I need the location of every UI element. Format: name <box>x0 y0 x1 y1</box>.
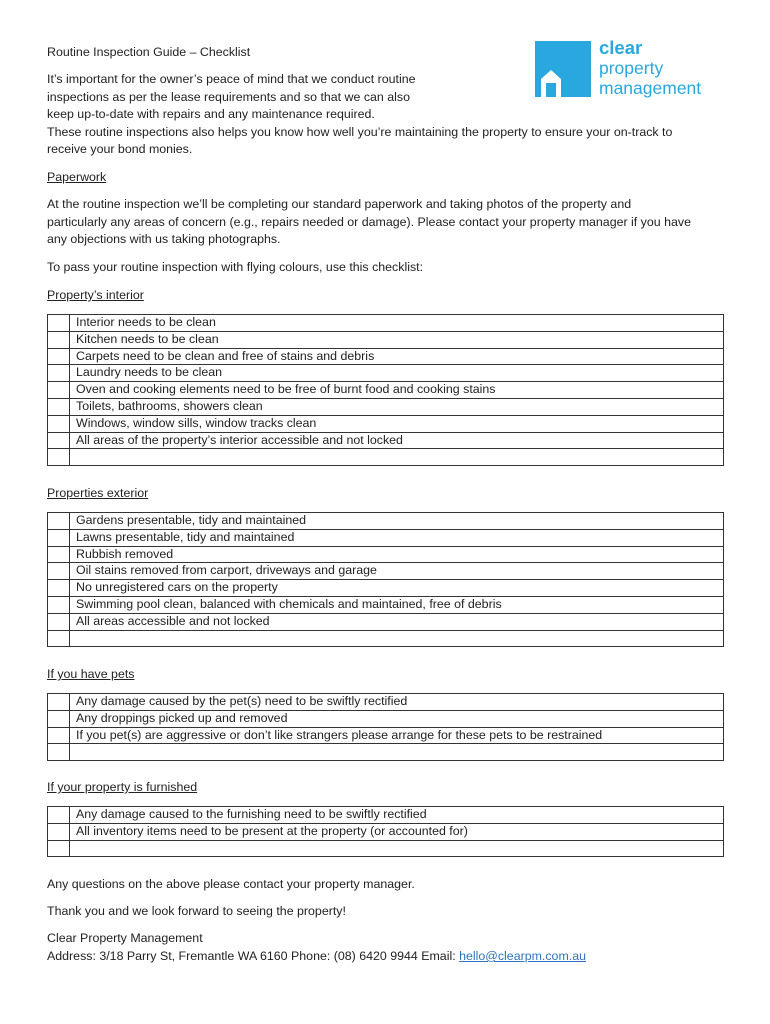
logo-line-property: property <box>599 58 664 78</box>
checklist-row <box>48 823 724 840</box>
logo-line-clear: clear <box>599 37 643 58</box>
checkbox-cell[interactable] <box>48 744 70 761</box>
checklist-row <box>48 432 724 449</box>
checklist-item-text <box>70 744 724 761</box>
checkbox-cell[interactable] <box>48 807 70 824</box>
checklist-row <box>48 694 724 711</box>
exterior-heading: Properties exterior <box>47 486 149 500</box>
checklist-row <box>48 415 724 432</box>
thanks-text: Thank you and we look forward to seeing the property! <box>47 904 346 918</box>
paperwork-line: particularly any areas of concern (e.g., repairs needed or damage). Please contact your property manager if you have <box>47 214 691 229</box>
checklist-item-text: If you pet(s) are aggressive or don’t like strangers please arrange for these pets to be restrained <box>70 727 724 744</box>
checklist-item-text: Any damage caused by the pet(s) need to be swiftly rectified <box>70 694 724 711</box>
intro-line: It’s important for the owner’s peace of mind that we conduct routine <box>47 72 416 86</box>
checklist-item-text <box>70 840 724 857</box>
checklist-item-text: Toilets, bathrooms, showers clean <box>70 398 724 415</box>
checklist-item-text: Gardens presentable, tidy and maintained <box>70 513 724 530</box>
questions-text: Any questions on the above please contact your property manager. <box>47 877 415 891</box>
checkbox-cell[interactable] <box>48 432 70 449</box>
checkbox-cell[interactable] <box>48 365 70 382</box>
checkbox-cell[interactable] <box>48 449 70 466</box>
checklist-row <box>48 580 724 597</box>
checklist-row <box>48 398 724 415</box>
checklist-row <box>48 563 724 580</box>
checkbox-cell[interactable] <box>48 580 70 597</box>
pets-heading: If you have pets <box>47 667 135 681</box>
checkbox-cell[interactable] <box>48 415 70 432</box>
checklist-row <box>48 613 724 630</box>
furnished-heading: If your property is furnished <box>47 780 198 794</box>
checkbox-cell[interactable] <box>48 596 70 613</box>
checklist-item-text <box>70 630 724 647</box>
company-name: Clear Property Management <box>47 931 203 945</box>
checklist-row <box>48 331 724 348</box>
checklist-row <box>48 382 724 399</box>
checklist-item-text: No unregistered cars on the property <box>70 580 724 597</box>
checklist-item-text: All areas of the property’s interior accessible and not locked <box>70 432 724 449</box>
checklist-blank-row <box>48 744 724 761</box>
checkbox-cell[interactable] <box>48 546 70 563</box>
checklist-row <box>48 807 724 824</box>
checklist-intro: To pass your routine inspection with flying colours, use this checklist: <box>47 260 424 274</box>
checkbox-cell[interactable] <box>48 513 70 530</box>
paperwork-paragraph <box>47 196 724 249</box>
intro-paragraph <box>47 71 724 159</box>
checklist-item-text: Oven and cooking elements need to be free of burnt food and cooking stains <box>70 382 724 399</box>
checklist-blank-row <box>48 449 724 466</box>
checklist-row <box>48 315 724 332</box>
checkbox-cell[interactable] <box>48 694 70 711</box>
checklist-blank-row <box>48 840 724 857</box>
email-link[interactable]: hello@clearpm.com.au <box>459 949 586 963</box>
checklist-item-text: Lawns presentable, tidy and maintained <box>70 529 724 546</box>
checklist-item-text: Interior needs to be clean <box>70 315 724 332</box>
interior-checklist <box>47 314 724 466</box>
checkbox-cell[interactable] <box>48 315 70 332</box>
checkbox-cell[interactable] <box>48 613 70 630</box>
checklist-item-text: All areas accessible and not locked <box>70 613 724 630</box>
checkbox-cell[interactable] <box>48 710 70 727</box>
intro-line: receive your bond monies. <box>47 142 193 157</box>
checklist-row <box>48 348 724 365</box>
paperwork-line: At the routine inspection we’ll be completing our standard paperwork and taking photos of the property and <box>47 197 632 211</box>
checklist-blank-row <box>48 630 724 647</box>
contact-line <box>47 948 586 966</box>
checkbox-cell[interactable] <box>48 840 70 857</box>
intro-line: keep up-to-date with repairs and any maintenance required. <box>47 107 375 122</box>
checkbox-cell[interactable] <box>48 727 70 744</box>
interior-heading: Property’s interior <box>47 288 144 302</box>
checklist-item-text: Windows, window sills, window tracks clean <box>70 415 724 432</box>
intro-line: These routine inspections also helps you know how well you’re maintaining the property to ensure your on-track to <box>47 124 673 139</box>
exterior-checklist <box>47 512 724 647</box>
checklist-item-text: Carpets need to be clean and free of stains and debris <box>70 348 724 365</box>
checklist-item-text: Swimming pool clean, balanced with chemicals and maintained, free of debris <box>70 596 724 613</box>
checkbox-cell[interactable] <box>48 823 70 840</box>
checklist-item-text: Any droppings picked up and removed <box>70 710 724 727</box>
pets-checklist <box>47 693 724 761</box>
checklist-row <box>48 365 724 382</box>
checklist-row <box>48 529 724 546</box>
checklist-item-text: Any damage caused to the furnishing need to be swiftly rectified <box>70 807 724 824</box>
checkbox-cell[interactable] <box>48 529 70 546</box>
checkbox-cell[interactable] <box>48 382 70 399</box>
checkbox-cell[interactable] <box>48 563 70 580</box>
checkbox-cell[interactable] <box>48 331 70 348</box>
checklist-item-text: Laundry needs to be clean <box>70 365 724 382</box>
checklist-row <box>48 546 724 563</box>
checklist-item-text: Oil stains removed from carport, driveways and garage <box>70 563 724 580</box>
address-phone-text: Address: 3/18 Parry St, Fremantle WA 6160 Phone: (08) 6420 9944 Email: <box>47 949 460 963</box>
page-title: Routine Inspection Guide – Checklist <box>47 45 251 59</box>
furnished-checklist <box>47 806 724 857</box>
checklist-item-text: Kitchen needs to be clean <box>70 331 724 348</box>
checkbox-cell[interactable] <box>48 630 70 647</box>
checklist-item-text <box>70 449 724 466</box>
checklist-row <box>48 727 724 744</box>
paperwork-line: any objections with us taking photographs. <box>47 232 281 247</box>
checklist-row <box>48 513 724 530</box>
paperwork-heading: Paperwork <box>47 170 107 184</box>
checkbox-cell[interactable] <box>48 348 70 365</box>
logo-line-management: management <box>599 78 702 98</box>
checklist-item-text: All inventory items need to be present at the property (or accounted for) <box>70 823 724 840</box>
checklist-row <box>48 710 724 727</box>
checkbox-cell[interactable] <box>48 398 70 415</box>
intro-line: inspections as per the lease requirements and so that we can also <box>47 89 410 104</box>
checklist-row <box>48 596 724 613</box>
checklist-item-text: Rubbish removed <box>70 546 724 563</box>
